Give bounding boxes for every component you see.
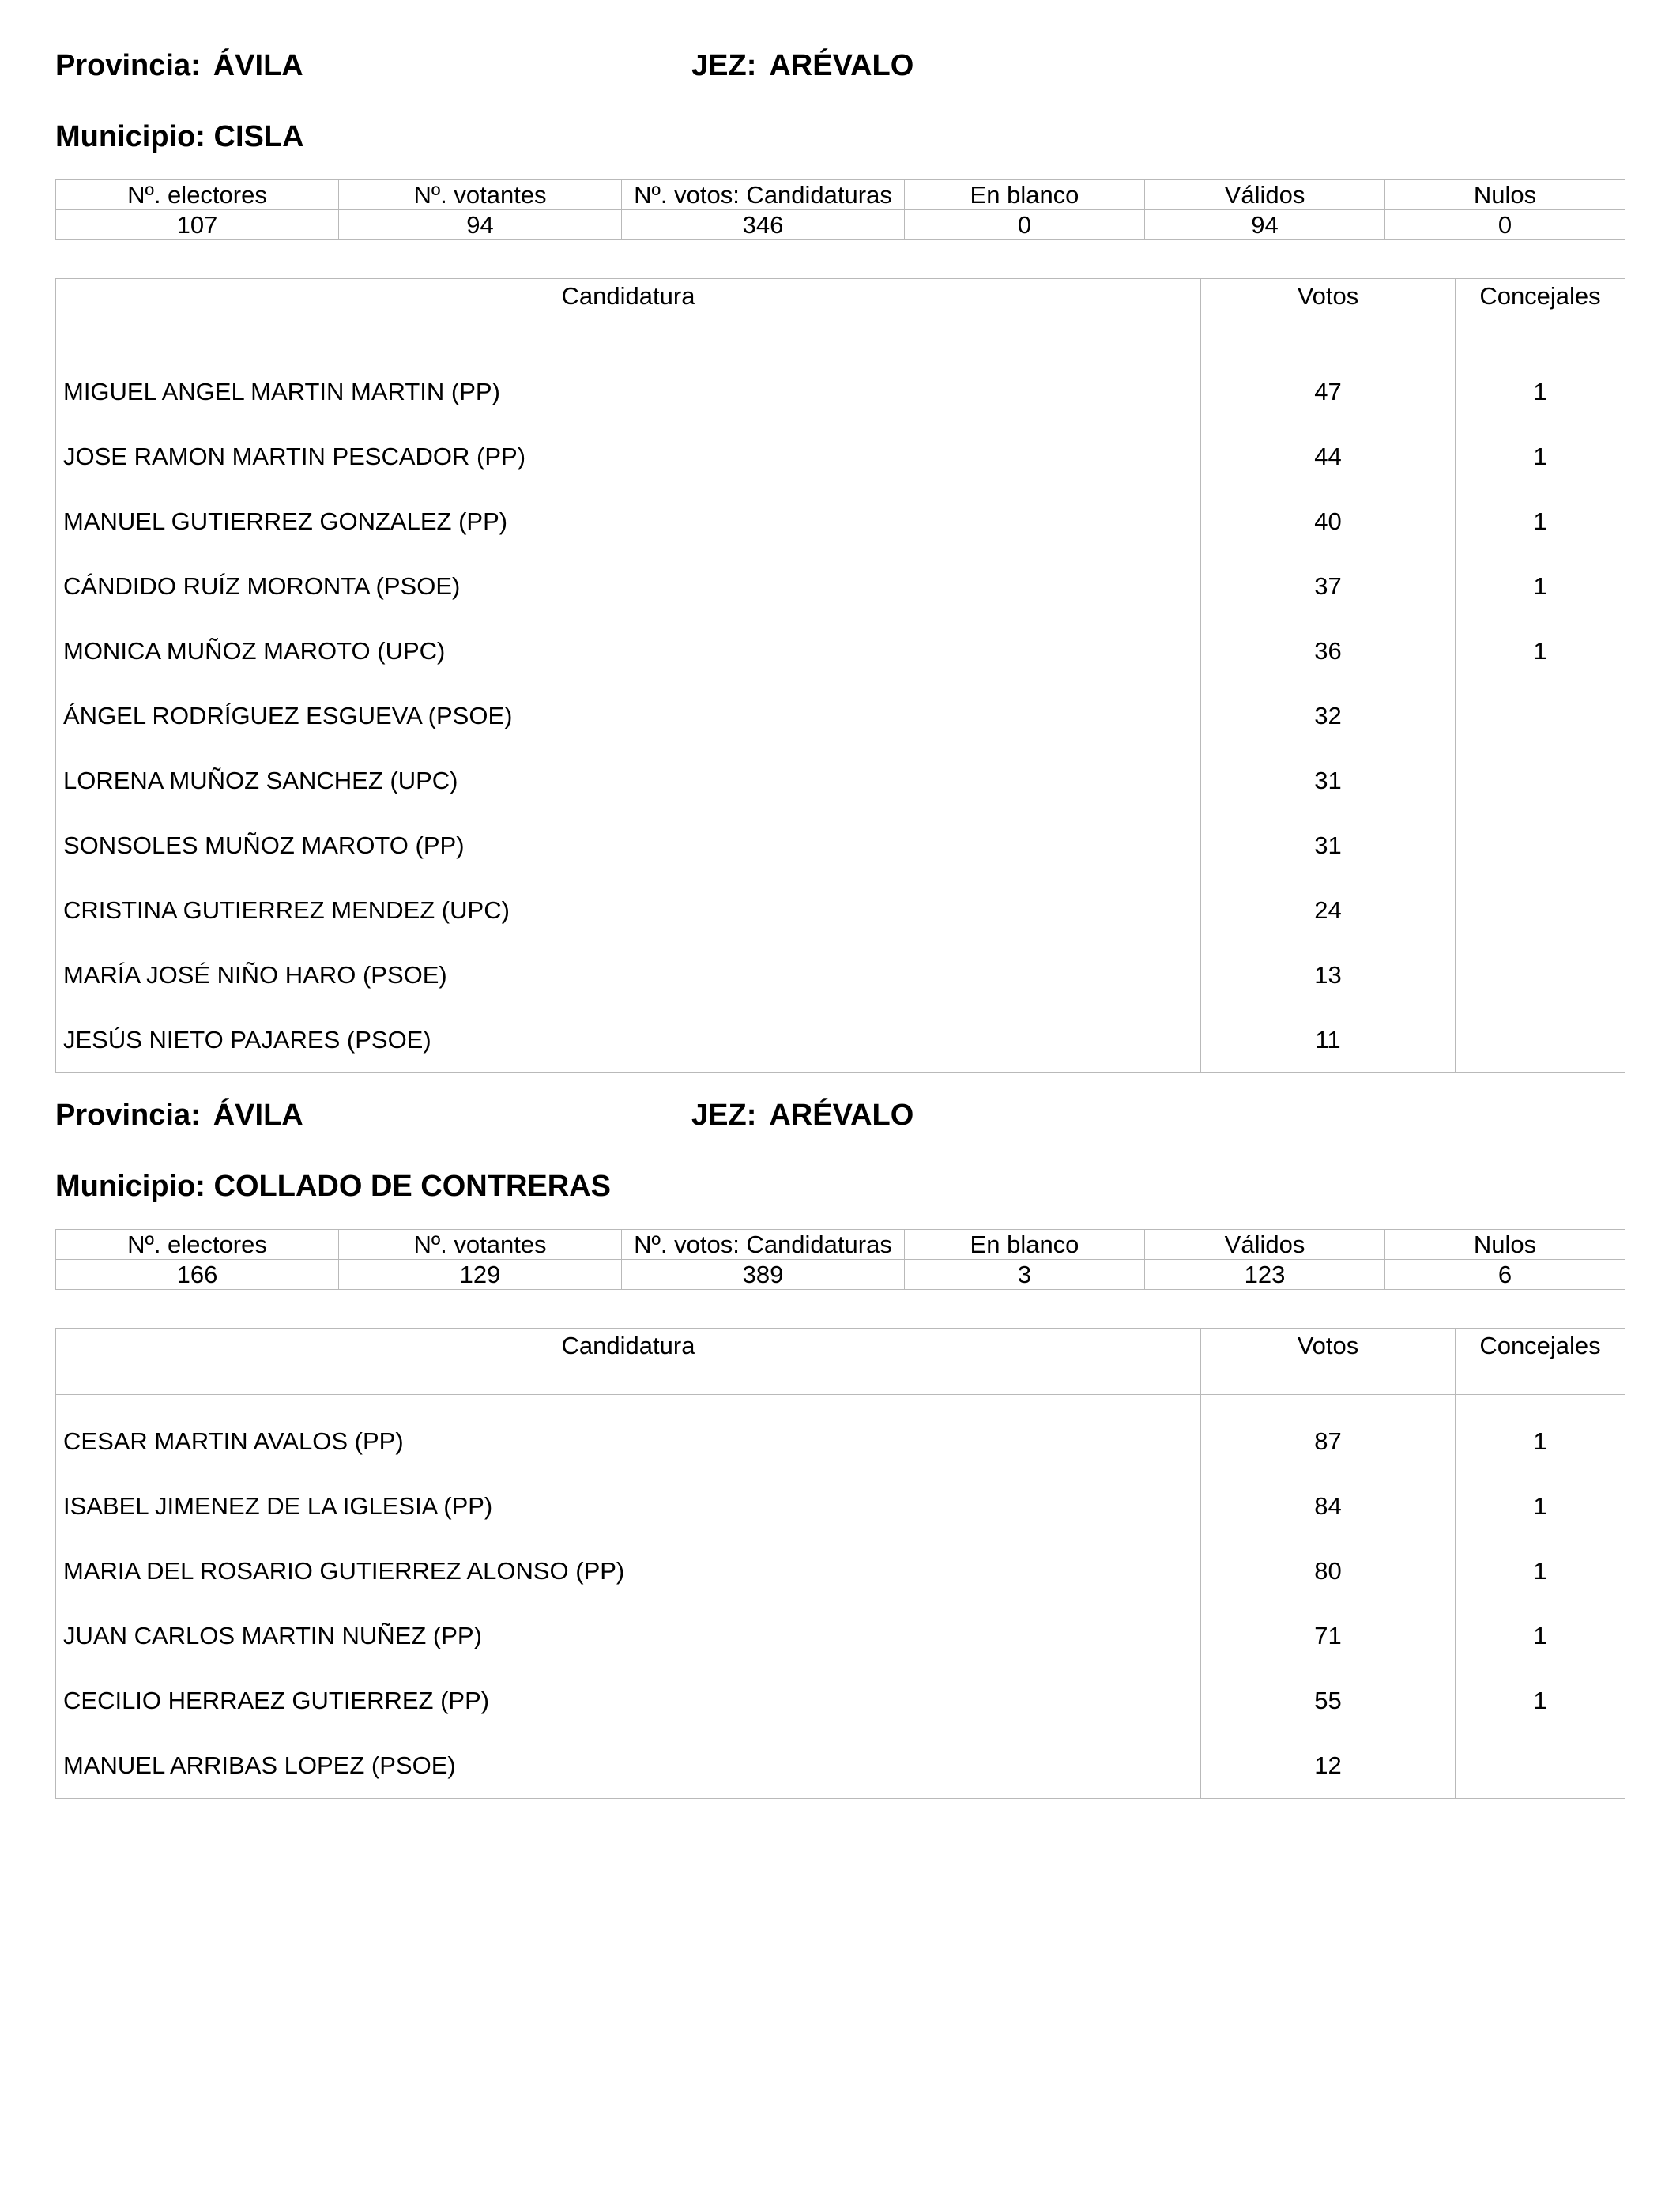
header-votos: Votos	[1201, 1329, 1456, 1395]
candidate-name: ISABEL JIMENEZ DE LA IGLESIA (PP)	[56, 1474, 1201, 1539]
candidate-votos: 40	[1201, 489, 1456, 554]
table-row	[56, 813, 1625, 878]
candidate-concejales: 1	[1456, 1668, 1625, 1733]
stats-header-en-blanco: En blanco	[905, 1230, 1145, 1260]
table-row	[56, 1474, 1625, 1539]
candidate-name: CESAR MARTIN AVALOS (PP)	[56, 1395, 1201, 1475]
candidate-name: MANUEL ARRIBAS LOPEZ (PSOE)	[56, 1733, 1201, 1799]
stats-value-votos-candidaturas: 346	[622, 210, 905, 240]
candidate-name: MIGUEL ANGEL MARTIN MARTIN (PP)	[56, 345, 1201, 425]
table-row	[56, 424, 1625, 489]
candidate-name: CÁNDIDO RUÍZ MORONTA (PSOE)	[56, 554, 1201, 619]
candidate-votos: 31	[1201, 813, 1456, 878]
stats-value-en-blanco: 0	[905, 210, 1145, 240]
municipio-heading	[55, 120, 304, 154]
header-candidatura: Candidatura	[56, 279, 1201, 345]
stats-value-validos: 123	[1145, 1260, 1385, 1290]
candidate-name: JESÚS NIETO PAJARES (PSOE)	[56, 1008, 1201, 1073]
stats-value-nulos: 6	[1385, 1260, 1625, 1290]
provincia-value: ÁVILA	[213, 49, 303, 82]
stats-header-votantes: Nº. votantes	[339, 180, 622, 210]
table-row	[56, 1733, 1625, 1799]
stats-header-electores: Nº. electores	[56, 180, 339, 210]
candidate-name: MARÍA JOSÉ NIÑO HARO (PSOE)	[56, 943, 1201, 1008]
municipio-value: COLLADO DE CONTRERAS	[213, 1170, 611, 1203]
candidates-table	[55, 1328, 1625, 1799]
candidate-concejales	[1456, 748, 1625, 813]
table-row	[56, 943, 1625, 1008]
stats-header-row	[56, 180, 1625, 210]
jez-heading	[691, 1099, 913, 1133]
candidates-table	[55, 278, 1625, 1073]
header-concejales: Concejales	[1456, 1329, 1625, 1395]
municipio-label: Municipio:	[55, 1170, 205, 1203]
candidate-name: CECILIO HERRAEZ GUTIERREZ (PP)	[56, 1668, 1201, 1733]
table-row	[56, 619, 1625, 684]
table-row	[56, 489, 1625, 554]
municipio-heading	[55, 1170, 611, 1204]
table-row	[56, 345, 1625, 425]
candidate-votos: 71	[1201, 1604, 1456, 1668]
header-row	[55, 49, 1625, 96]
stats-value-electores: 107	[56, 210, 339, 240]
candidate-name: SONSOLES MUÑOZ MAROTO (PP)	[56, 813, 1201, 878]
candidate-concejales: 1	[1456, 1539, 1625, 1604]
stats-header-validos: Válidos	[1145, 1230, 1385, 1260]
stats-value-validos: 94	[1145, 210, 1385, 240]
stats-header-nulos: Nulos	[1385, 1230, 1625, 1260]
candidate-concejales	[1456, 943, 1625, 1008]
stats-value-en-blanco: 3	[905, 1260, 1145, 1290]
municipio-section	[55, 1099, 1625, 1779]
header-candidatura: Candidatura	[56, 1329, 1201, 1395]
table-row	[56, 878, 1625, 943]
candidate-name: MONICA MUÑOZ MAROTO (UPC)	[56, 619, 1201, 684]
candidate-concejales: 1	[1456, 345, 1625, 425]
candidate-votos: 84	[1201, 1474, 1456, 1539]
candidate-concejales	[1456, 813, 1625, 878]
stats-header-votos-candidaturas: Nº. votos: Candidaturas	[622, 180, 905, 210]
jez-label: JEZ:	[691, 49, 757, 82]
stats-table	[55, 179, 1625, 240]
stats-value-electores: 166	[56, 1260, 339, 1290]
candidate-votos: 80	[1201, 1539, 1456, 1604]
stats-header-nulos: Nulos	[1385, 180, 1625, 210]
header-votos: Votos	[1201, 279, 1456, 345]
table-row	[56, 1668, 1625, 1733]
municipio-section	[55, 49, 1625, 1054]
candidate-votos: 32	[1201, 684, 1456, 748]
candidate-votos: 47	[1201, 345, 1456, 425]
candidate-name: LORENA MUÑOZ SANCHEZ (UPC)	[56, 748, 1201, 813]
table-row	[56, 1539, 1625, 1604]
table-row	[56, 1008, 1625, 1073]
candidate-concejales: 1	[1456, 1604, 1625, 1668]
candidate-concejales: 1	[1456, 1474, 1625, 1539]
candidate-concejales	[1456, 1733, 1625, 1799]
candidate-name: JOSE RAMON MARTIN PESCADOR (PP)	[56, 424, 1201, 489]
stats-header-en-blanco: En blanco	[905, 180, 1145, 210]
table-row	[56, 684, 1625, 748]
jez-label: JEZ:	[691, 1099, 757, 1132]
stats-value-votantes: 129	[339, 1260, 622, 1290]
stats-header-validos: Válidos	[1145, 180, 1385, 210]
candidate-concejales	[1456, 1008, 1625, 1073]
stats-header-votantes: Nº. votantes	[339, 1230, 622, 1260]
candidate-votos: 87	[1201, 1395, 1456, 1475]
stats-header-electores: Nº. electores	[56, 1230, 339, 1260]
candidate-concejales: 1	[1456, 424, 1625, 489]
header-row	[55, 1099, 1625, 1146]
candidate-votos: 44	[1201, 424, 1456, 489]
jez-value: ARÉVALO	[769, 1099, 914, 1132]
jez-heading	[691, 49, 913, 83]
candidate-votos: 31	[1201, 748, 1456, 813]
candidate-concejales: 1	[1456, 554, 1625, 619]
provincia-heading	[55, 1099, 303, 1133]
candidate-votos: 12	[1201, 1733, 1456, 1799]
candidate-votos: 24	[1201, 878, 1456, 943]
candidate-name: MANUEL GUTIERREZ GONZALEZ (PP)	[56, 489, 1201, 554]
candidate-votos: 11	[1201, 1008, 1456, 1073]
candidate-votos: 55	[1201, 1668, 1456, 1733]
candidate-concejales: 1	[1456, 619, 1625, 684]
stats-value-nulos: 0	[1385, 210, 1625, 240]
candidate-name: ÁNGEL RODRÍGUEZ ESGUEVA (PSOE)	[56, 684, 1201, 748]
header-concejales: Concejales	[1456, 279, 1625, 345]
provincia-label: Provincia:	[55, 49, 201, 82]
candidate-votos: 36	[1201, 619, 1456, 684]
candidate-votos: 13	[1201, 943, 1456, 1008]
candidate-concejales: 1	[1456, 1395, 1625, 1475]
table-row	[56, 1395, 1625, 1475]
stats-value-votos-candidaturas: 389	[622, 1260, 905, 1290]
candidate-concejales	[1456, 878, 1625, 943]
provincia-value: ÁVILA	[213, 1099, 303, 1132]
municipio-label: Municipio:	[55, 120, 205, 153]
stats-value-row	[56, 210, 1625, 240]
table-row	[56, 554, 1625, 619]
candidate-name: JUAN CARLOS MARTIN NUÑEZ (PP)	[56, 1604, 1201, 1668]
stats-value-row	[56, 1260, 1625, 1290]
jez-value: ARÉVALO	[769, 49, 914, 82]
candidate-votos: 37	[1201, 554, 1456, 619]
candidate-name: MARIA DEL ROSARIO GUTIERREZ ALONSO (PP)	[56, 1539, 1201, 1604]
municipio-value: CISLA	[213, 120, 304, 153]
candidates-header-row	[56, 1329, 1625, 1395]
candidate-concejales: 1	[1456, 489, 1625, 554]
stats-header-row	[56, 1230, 1625, 1260]
provincia-heading	[55, 49, 303, 83]
stats-header-votos-candidaturas: Nº. votos: Candidaturas	[622, 1230, 905, 1260]
candidate-name: CRISTINA GUTIERREZ MENDEZ (UPC)	[56, 878, 1201, 943]
table-row	[56, 1604, 1625, 1668]
candidate-concejales	[1456, 684, 1625, 748]
stats-value-votantes: 94	[339, 210, 622, 240]
provincia-label: Provincia:	[55, 1099, 201, 1132]
candidates-header-row	[56, 279, 1625, 345]
table-row	[56, 748, 1625, 813]
stats-table	[55, 1229, 1625, 1290]
